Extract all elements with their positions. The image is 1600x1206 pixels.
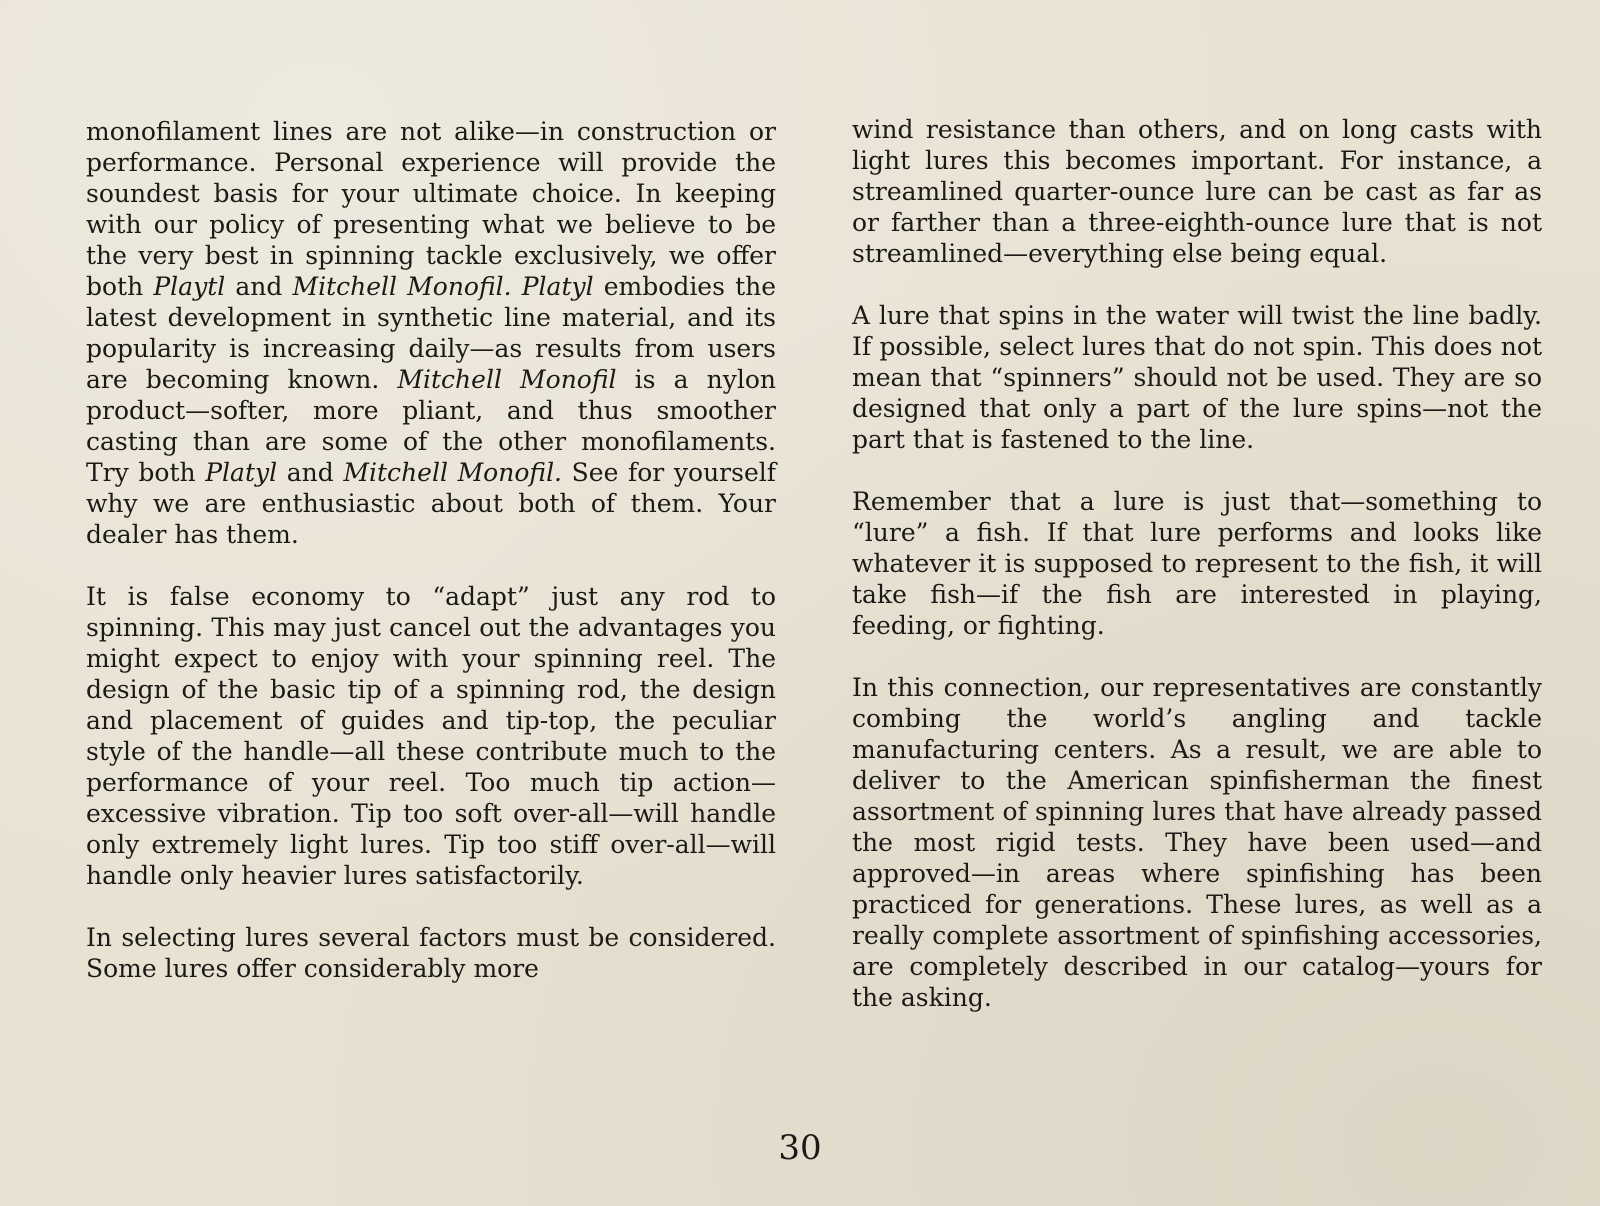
text-run: embodies the latest development in synthetic line material, and its popularity is increasing daily—as results from users are becoming known.	[86, 272, 777, 394]
italic-product-name: Platyl	[205, 458, 278, 487]
text-run: In selecting lures several factors must be considered. Some lures offer considerably more	[86, 923, 776, 983]
text-run: A lure that spins in the water will twist the line badly. If possible, select lures that do not spin. This does not mean that “spinners” should not be used. They are so designed that only a part of the lure spins—not the part that is fastened to the line.	[852, 301, 1542, 454]
paragraph	[852, 300, 1542, 455]
paragraph	[86, 581, 776, 891]
italic-product-name: Mitchell Monofil.	[343, 458, 563, 487]
paragraph	[86, 922, 776, 984]
text-run: It is false economy to “adapt” just any rod to spinning. This may just cancel out the advantages you might expect to enjoy with your spinning reel. The design of the basic tip of a spinning rod, the design and placement of guides and tip-top, the peculiar style of the handle—all these contribute much to the performance of your reel. Too much tip action—excessive vibration. Tip too soft over-all—will handle only extremely light lures. Tip too stiff over-all—will handle only heavier lures satisfactorily.	[86, 582, 776, 890]
italic-product-name: Mitchell Monofil	[397, 365, 617, 394]
paragraph	[852, 486, 1542, 641]
text-run: Remember that a lure is just that—something to “lure” a fish. If that lure performs and looks like whatever it is supposed to represent to the fish, it will take fish—if the fish are interested in playing, feeding, or fighting.	[852, 487, 1542, 640]
text-run: wind resistance than others, and on long casts with light lures this becomes important. For instance, a streamlined quarter-ounce lure can be cast as far as or farther than a three-eighth-ounce lure that is not streamlined—everything else being equal.	[852, 115, 1542, 268]
italic-product-name: Mitchell Monofil. Platyl	[292, 272, 594, 301]
text-run: See for yourself why we are enthusiastic about both of them. Your dealer has them.	[86, 458, 776, 549]
text-run: monofilament lines are not alike—in construction or performance. Personal experience will provide the soundest basis for your ultimate choice. In keeping with our policy of presenting what we believe to be the very best in spinning tackle exclusively, we offer both	[86, 117, 776, 301]
text-run: In this connection, our representatives are constantly combing the world’s angling and tackle manufacturing centers. As a result, we are able to deliver to the American spinfisherman the finest assortment of spinning lures that have already passed the most rigid tests. They have been used—and approved—in areas where spinfishing has been practiced for generations. These lures, as well as a really complete assortment of spinfishing accessories, are completely described in our catalog—yours for the asking.	[852, 673, 1542, 1012]
text-run: and	[277, 458, 344, 487]
right-column	[852, 114, 1542, 1013]
italic-product-name: Playtl	[153, 272, 226, 301]
text-run: and	[225, 272, 293, 301]
paragraph	[852, 672, 1542, 1013]
text-run: is a nylon product—softer, more pliant, and thus smoother casting than are some of the other monofilaments. Try both	[86, 365, 776, 487]
paragraph	[86, 116, 776, 550]
paragraph	[852, 114, 1542, 269]
page-number: 30	[778, 1128, 822, 1168]
left-column	[86, 116, 776, 984]
